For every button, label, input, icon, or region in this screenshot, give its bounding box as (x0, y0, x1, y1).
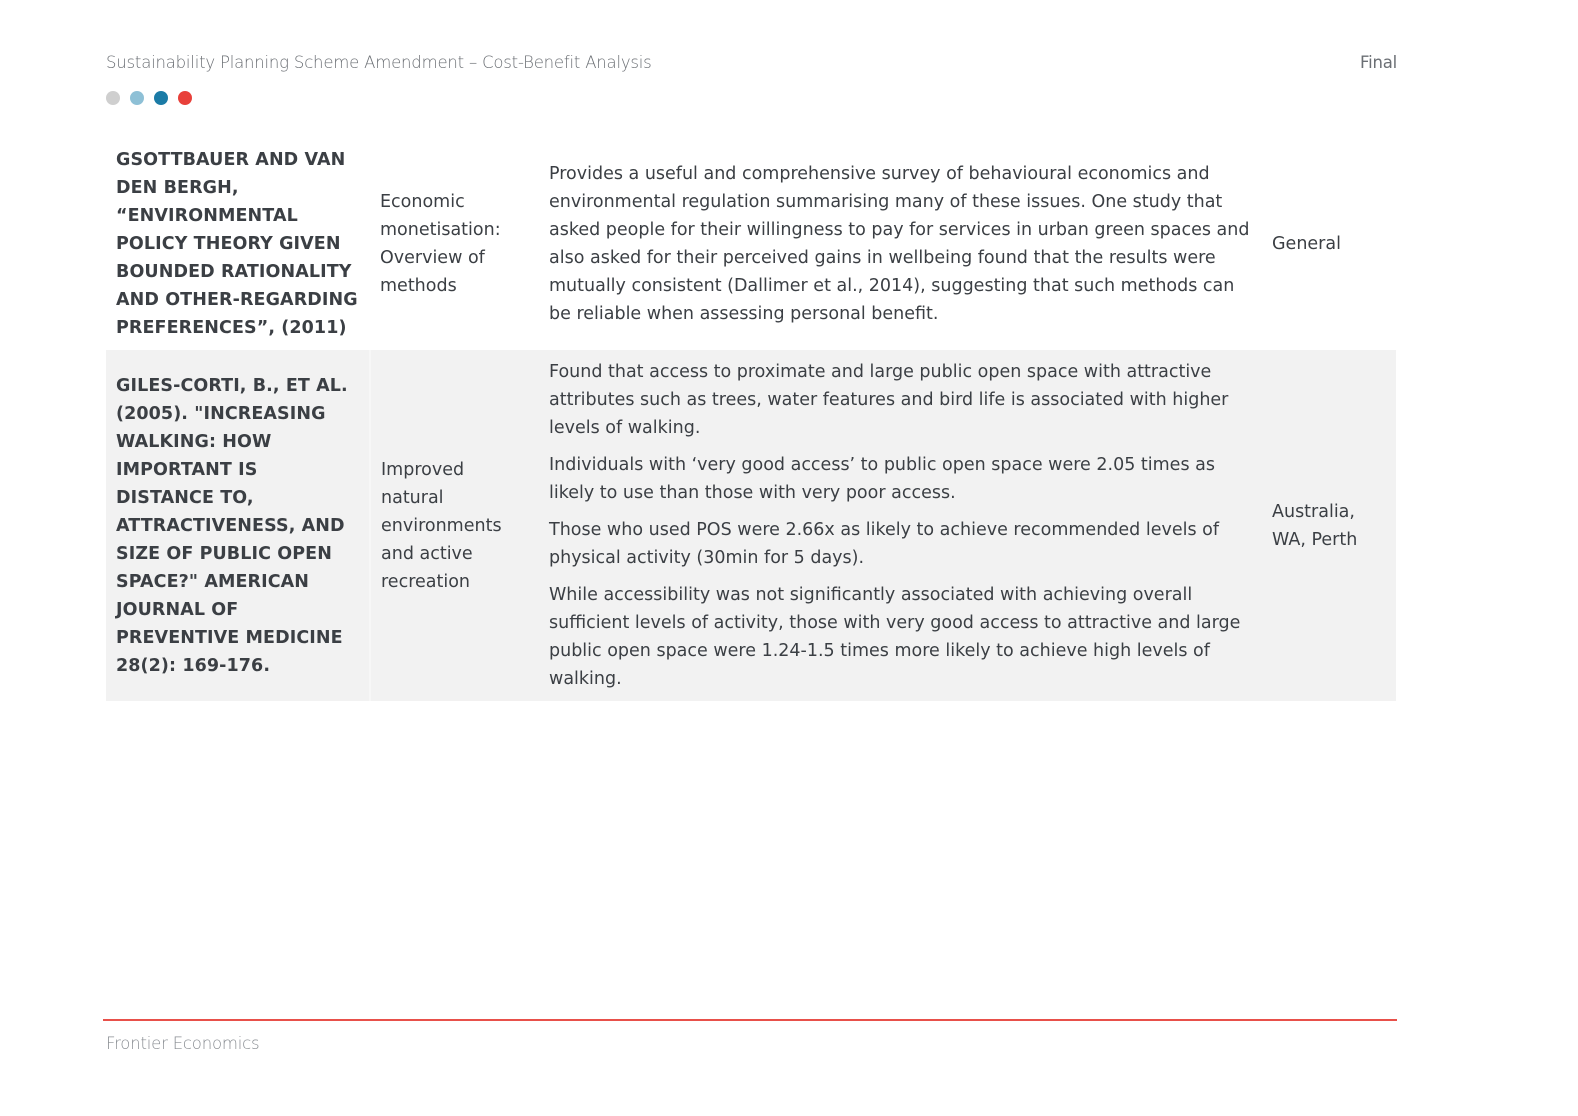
footer-org: Frontier Economics (106, 1034, 260, 1053)
location-cell: General (1272, 234, 1341, 254)
document-status: Final (1360, 53, 1398, 72)
document-title: Sustainability Planning Scheme Amendment – Cost-Benefit Analysis (106, 53, 652, 72)
literature-table (106, 138, 1396, 701)
finding-paragraph: Provides a useful and comprehensive survey of behavioural economics and environmental regulation summarising many of these issues. One study that asked people for their willingness to pay for services in urban green spaces and also asked for their perceived gains in wellbeing found that the results were mutually consistent (Dallimer et al., 2014), suggesting that such methods can be reliable when assessing personal benefit. (549, 164, 1250, 324)
finding-paragraph: Found that access to proximate and large public open space with attractive attributes such as trees, water features and bird life is associated with higher levels of walking. (549, 362, 1229, 438)
source-cell: GILES-CORTI, B., ET AL. (2005). "INCREASING WALKING: HOW IMPORTANT IS DISTANCE TO, ATTRACTIVENESS, AND SIZE OF PUBLIC OPEN SPACE?" AMERICAN JOURNAL OF PREVENTIVE MEDICINE 28(2): 169-176. (106, 350, 370, 701)
brand-dots (106, 91, 192, 105)
location-cell: Australia, WA, Perth (1262, 350, 1396, 701)
findings-cell (539, 138, 1262, 350)
brand-dot-grey (106, 91, 120, 105)
table-row (106, 350, 1396, 701)
finding-paragraph: While accessibility was not significantly associated with achieving overall sufficient levels of activity, those with very good access to attractive and large public open space were 1.24-1.5 times more likely to achieve high levels of walking. (549, 585, 1241, 689)
finding-paragraph: Individuals with ‘very good access’ to public open space were 2.05 times as likely to use than those with very poor access. (549, 455, 1215, 503)
topic-cell: Improved natural environments and active recreation (370, 350, 539, 701)
table-row (106, 138, 1396, 350)
footer-rule (103, 1019, 1397, 1021)
source-cell: GSOTTBAUER AND VAN DEN BERGH, “ENVIRONMENTAL POLICY THEORY GIVEN BOUNDED RATIONALITY AND OTHER-REGARDING PREFERENCES”, (2011) (116, 150, 358, 338)
findings-cell (539, 350, 1262, 701)
topic-cell: Economic monetisation: Overview of methods (380, 192, 501, 296)
brand-dot-light-blue (130, 91, 144, 105)
brand-dot-red (178, 91, 192, 105)
finding-paragraph: Those who used POS were 2.66x as likely to achieve recommended levels of physical activity (30min for 5 days). (549, 520, 1219, 568)
brand-dot-dark-blue (154, 91, 168, 105)
